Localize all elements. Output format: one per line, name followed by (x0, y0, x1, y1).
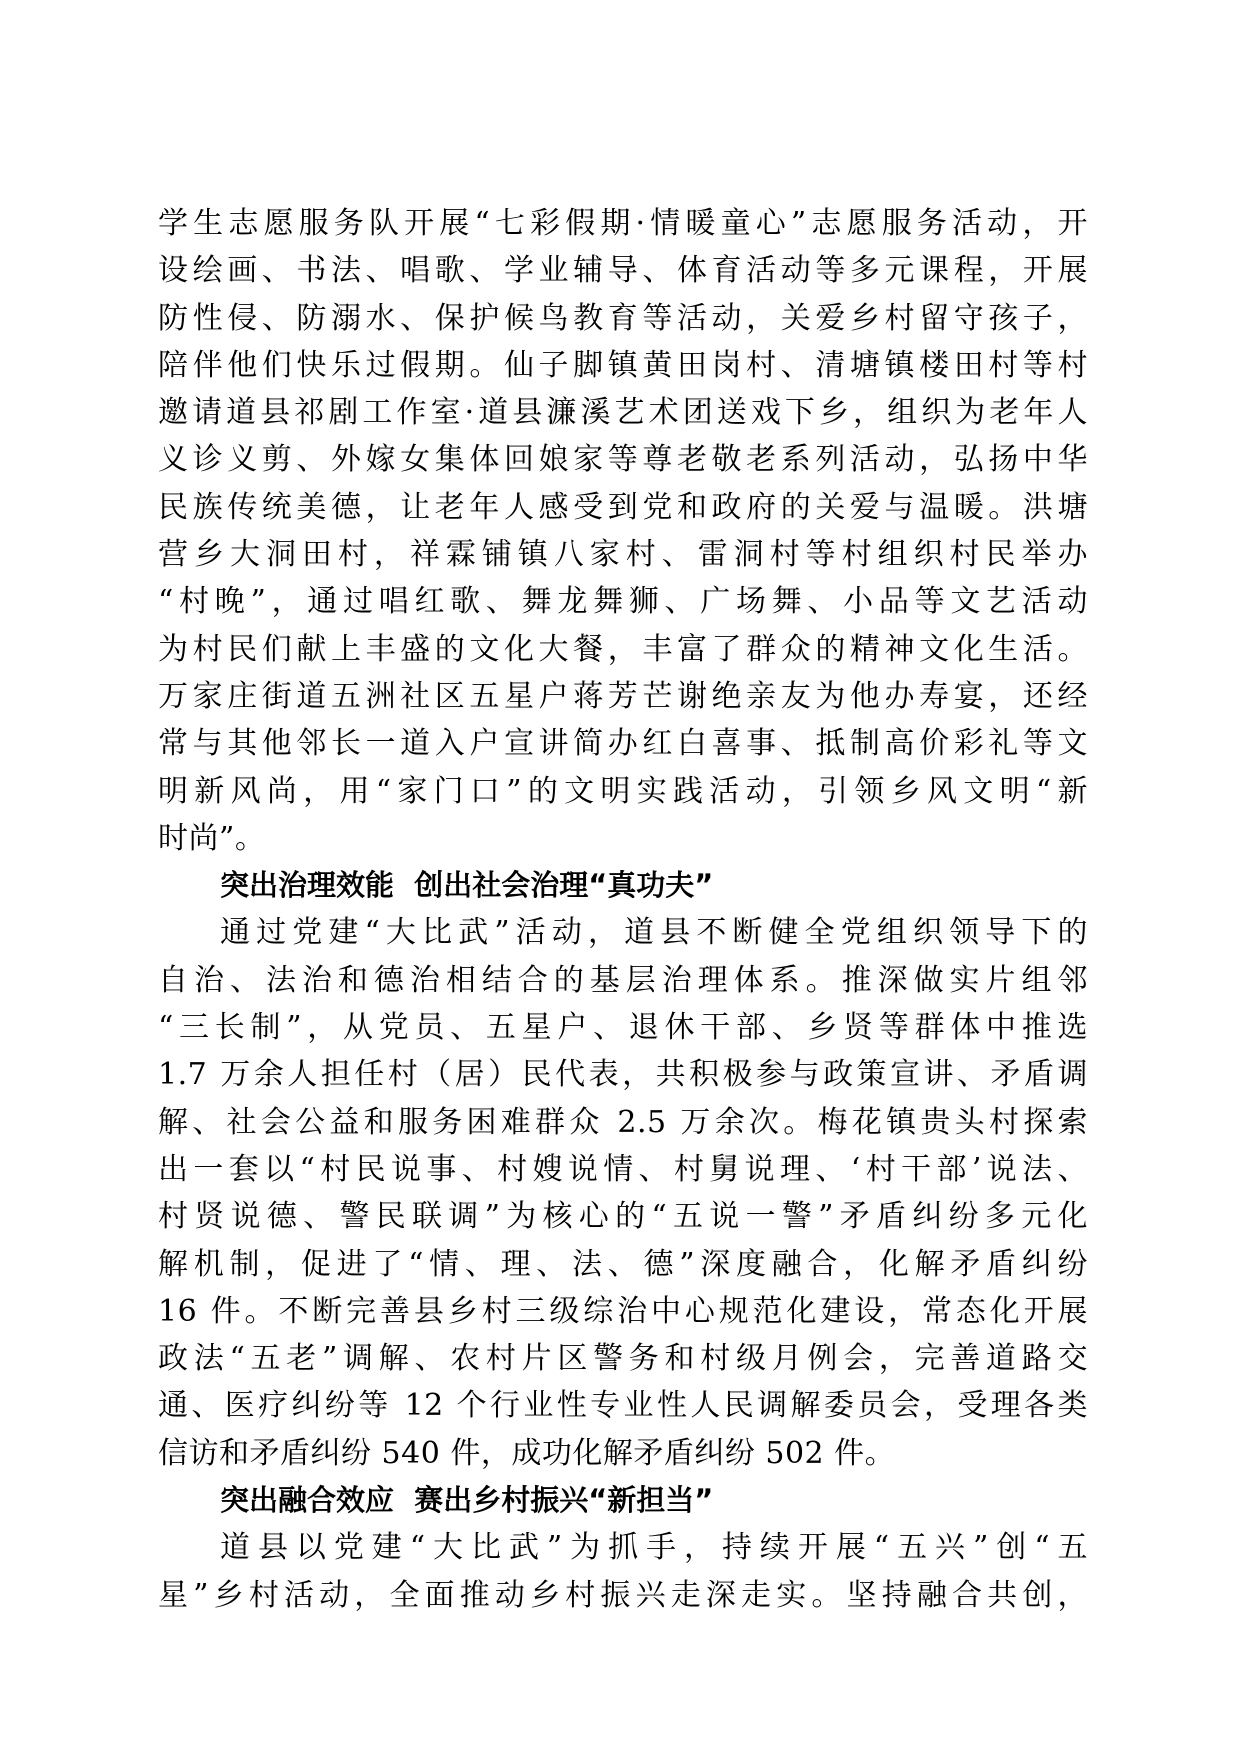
text-line: 防性侵、防溺水、保护候鸟教育等活动，关爱乡村留守孩子， (158, 300, 1088, 336)
text-line: 义诊义剪、外嫁女集体回娘家等尊老敬老系列活动，弘扬中华 (158, 442, 1088, 478)
section-heading-rural-revitalization: 突出融合效应 赛出乡村振兴“新担当” (220, 1483, 714, 1518)
text-line: 设绘画、书法、唱歌、学业辅导、体育活动等多元课程，开展 (158, 253, 1088, 289)
text-line: 营乡大洞田村，祥霖铺镇八家村、雷洞村等村组织村民举办 (158, 537, 1088, 573)
paragraph-cultural-activities (158, 200, 1088, 862)
text-line: 万家庄街道五洲社区五星户蒋芳芒谢绝亲友为他办寿宴，还经 (158, 678, 1088, 714)
text-line: 为村民们献上丰盛的文化大餐，丰富了群众的精神文化生活。 (158, 631, 1088, 667)
text-line: 村贤说德、警民联调”为核心的“五说一警”矛盾纠纷多元化 (158, 1199, 1088, 1235)
text-line: 解机制，促进了“情、理、法、德”深度融合，化解矛盾纠纷 (158, 1246, 1088, 1282)
text-line: 16 件。不断完善县乡村三级综治中心规范化建设，常态化开展 (158, 1293, 1088, 1329)
text-line: 通、医疗纠纷等 12 个行业性专业性人民调解委员会，受理各类 (158, 1388, 1088, 1424)
text-line: 解、社会公益和服务困难群众 2.5 万余次。梅花镇贵头村探索 (158, 1104, 1088, 1140)
text-line: 陪伴他们快乐过假期。仙子脚镇黄田岗村、清塘镇楼田村等村 (158, 347, 1088, 383)
paragraph-governance (158, 909, 1088, 1477)
text-line: 学生志愿服务队开展“七彩假期·情暖童心”志愿服务活动，开 (158, 206, 1088, 241)
section-heading-governance: 突出治理效能 创出社会治理“真功夫” (220, 868, 714, 903)
text-line: 1.7 万余人担任村（居）民代表，共积极参与政策宣讲、矛盾调 (158, 1057, 1088, 1093)
text-line: “三长制”，从党员、五星户、退休干部、乡贤等群体中推选 (158, 1010, 1088, 1046)
document-body (158, 200, 1088, 1619)
text-line: 常与其他邻长一道入户宣讲简办红白喜事、抵制高价彩礼等文 (158, 726, 1088, 762)
text-line: 明新风尚，用“家门口”的文明实践活动，引领乡风文明“新 (158, 773, 1088, 809)
text-line: “村晚”，通过唱红歌、舞龙舞狮、广场舞、小品等文艺活动 (158, 584, 1088, 620)
text-line: 时尚”。 (158, 820, 266, 856)
text-line: 自治、法治和德治相结合的基层治理体系。推深做实片组邻 (158, 962, 1088, 998)
text-line: 信访和矛盾纠纷 540 件，成功化解矛盾纠纷 502 件。 (158, 1435, 896, 1471)
paragraph-rural-revitalization (158, 1524, 1088, 1619)
text-line: 星”乡村活动，全面推动乡村振兴走深走实。坚持融合共创， (158, 1577, 1088, 1613)
text-line: 道县以党建“大比武”为抓手，持续开展“五兴”创“五 (220, 1530, 1088, 1566)
text-line: 民族传统美德，让老年人感受到党和政府的关爱与温暖。洪塘 (158, 489, 1088, 525)
text-line: 邀请道县祁剧工作室·道县濂溪艺术团送戏下乡，组织为老年人 (158, 395, 1088, 431)
text-line: 出一套以“村民说事、村嫂说情、村舅说理、‘村干部’说法、 (158, 1151, 1088, 1187)
text-line: 通过党建“大比武”活动，道县不断健全党组织领导下的 (220, 915, 1088, 951)
text-line: 政法“五老”调解、农村片区警务和村级月例会，完善道路交 (158, 1341, 1088, 1377)
